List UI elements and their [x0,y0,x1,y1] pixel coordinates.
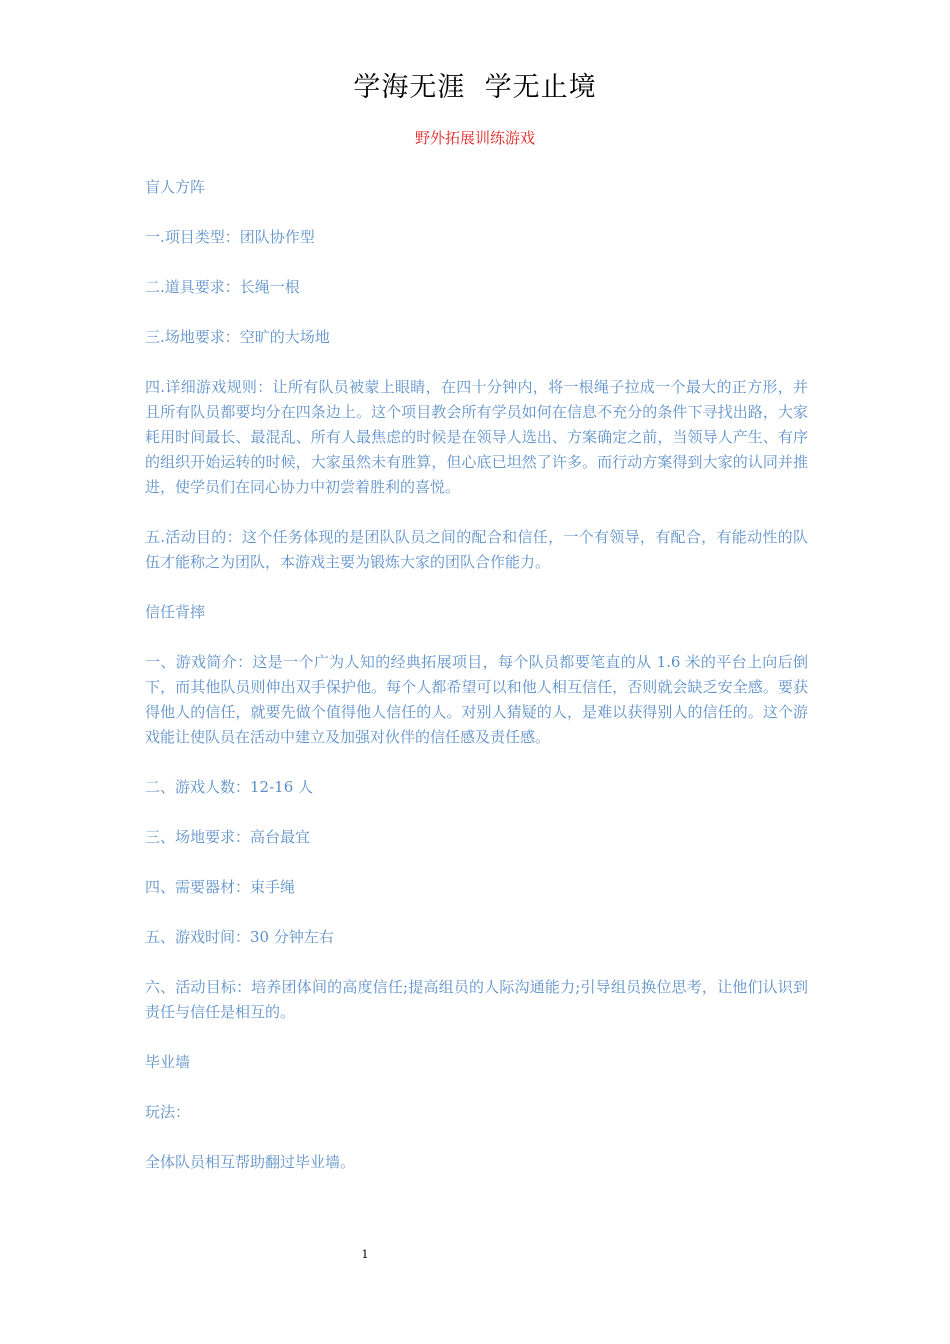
paragraph-venue: 三.场地要求：空旷的大场地 [145,328,330,346]
page-header-title: 学海无涯 学无止境 [353,72,597,103]
section-heading-graduation-wall: 毕业墙 [145,1053,191,1071]
paragraph-equipment: 四、需要器材：束手绳 [145,878,296,896]
paragraph-goals: 六、活动目标：培养团体间的高度信任;提高组员的人际沟通能力;引导组员换位思考，让他们认识到责任与信任是相互的。 [145,978,808,1021]
section-heading-blind-square: 盲人方阵 [145,178,206,196]
paragraph-duration: 五、游戏时间：30 分钟左右 [145,928,334,946]
page-number: 1 [361,1248,369,1261]
paragraph-project-type: 一.项目类型：团队协作型 [145,228,315,246]
document-body [145,175,808,1200]
paragraph-props: 二.道具要求：长绳一根 [145,278,300,296]
paragraph-rules: 四.详细游戏规则：让所有队员被蒙上眼睛，在四十分钟内，将一根绳子拉成一个最大的正方形，并且所有队员都要均分在四条边上。这个项目教会所有学员如何在信息不充分的条件下寻找出路，大家耗用时间最长、最混乱、所有人最焦虑的时候是在领导人选出、方案确定之前，当领导人产生、有序的组织开始运转的时候，大家虽然未有胜算，但心底已坦然了许多。而行动方案得到大家的认同并推进，使学员们在同心协力中初尝着胜利的喜悦。 [145,378,808,496]
document-title: 野外拓展训练游戏 [414,129,535,147]
section-heading-trust-fall: 信任背摔 [145,603,206,621]
paragraph-how-to-play: 玩法： [145,1103,191,1121]
paragraph-instructions: 全体队员相互帮助翻过毕业墙。 [145,1153,356,1171]
paragraph-purpose: 五.活动目的：这个任务体现的是团队队员之间的配合和信任，一个有领导，有配合，有能动性的队伍才能称之为团队，本游戏主要为锻炼大家的团队合作能力。 [145,528,808,571]
paragraph-intro: 一、游戏简介：这是一个广为人知的经典拓展项目，每个队员都要笔直的从 1.6 米的平台上向后倒下，而其他队员则伸出双手保护他。每个人都希望可以和他人相互信任，否则就会缺乏安全感。要获得他人的信任，就要先做个值得他人信任的人。对别人猜疑的人，是难以获得别人的信任的。这个游戏能让使队员在活动中建立及加强对伙伴的信任感及责任感。 [145,653,808,746]
paragraph-players: 二、游戏人数：12-16 人 [145,778,314,796]
paragraph-site: 三、场地要求：高台最宜 [145,828,311,846]
